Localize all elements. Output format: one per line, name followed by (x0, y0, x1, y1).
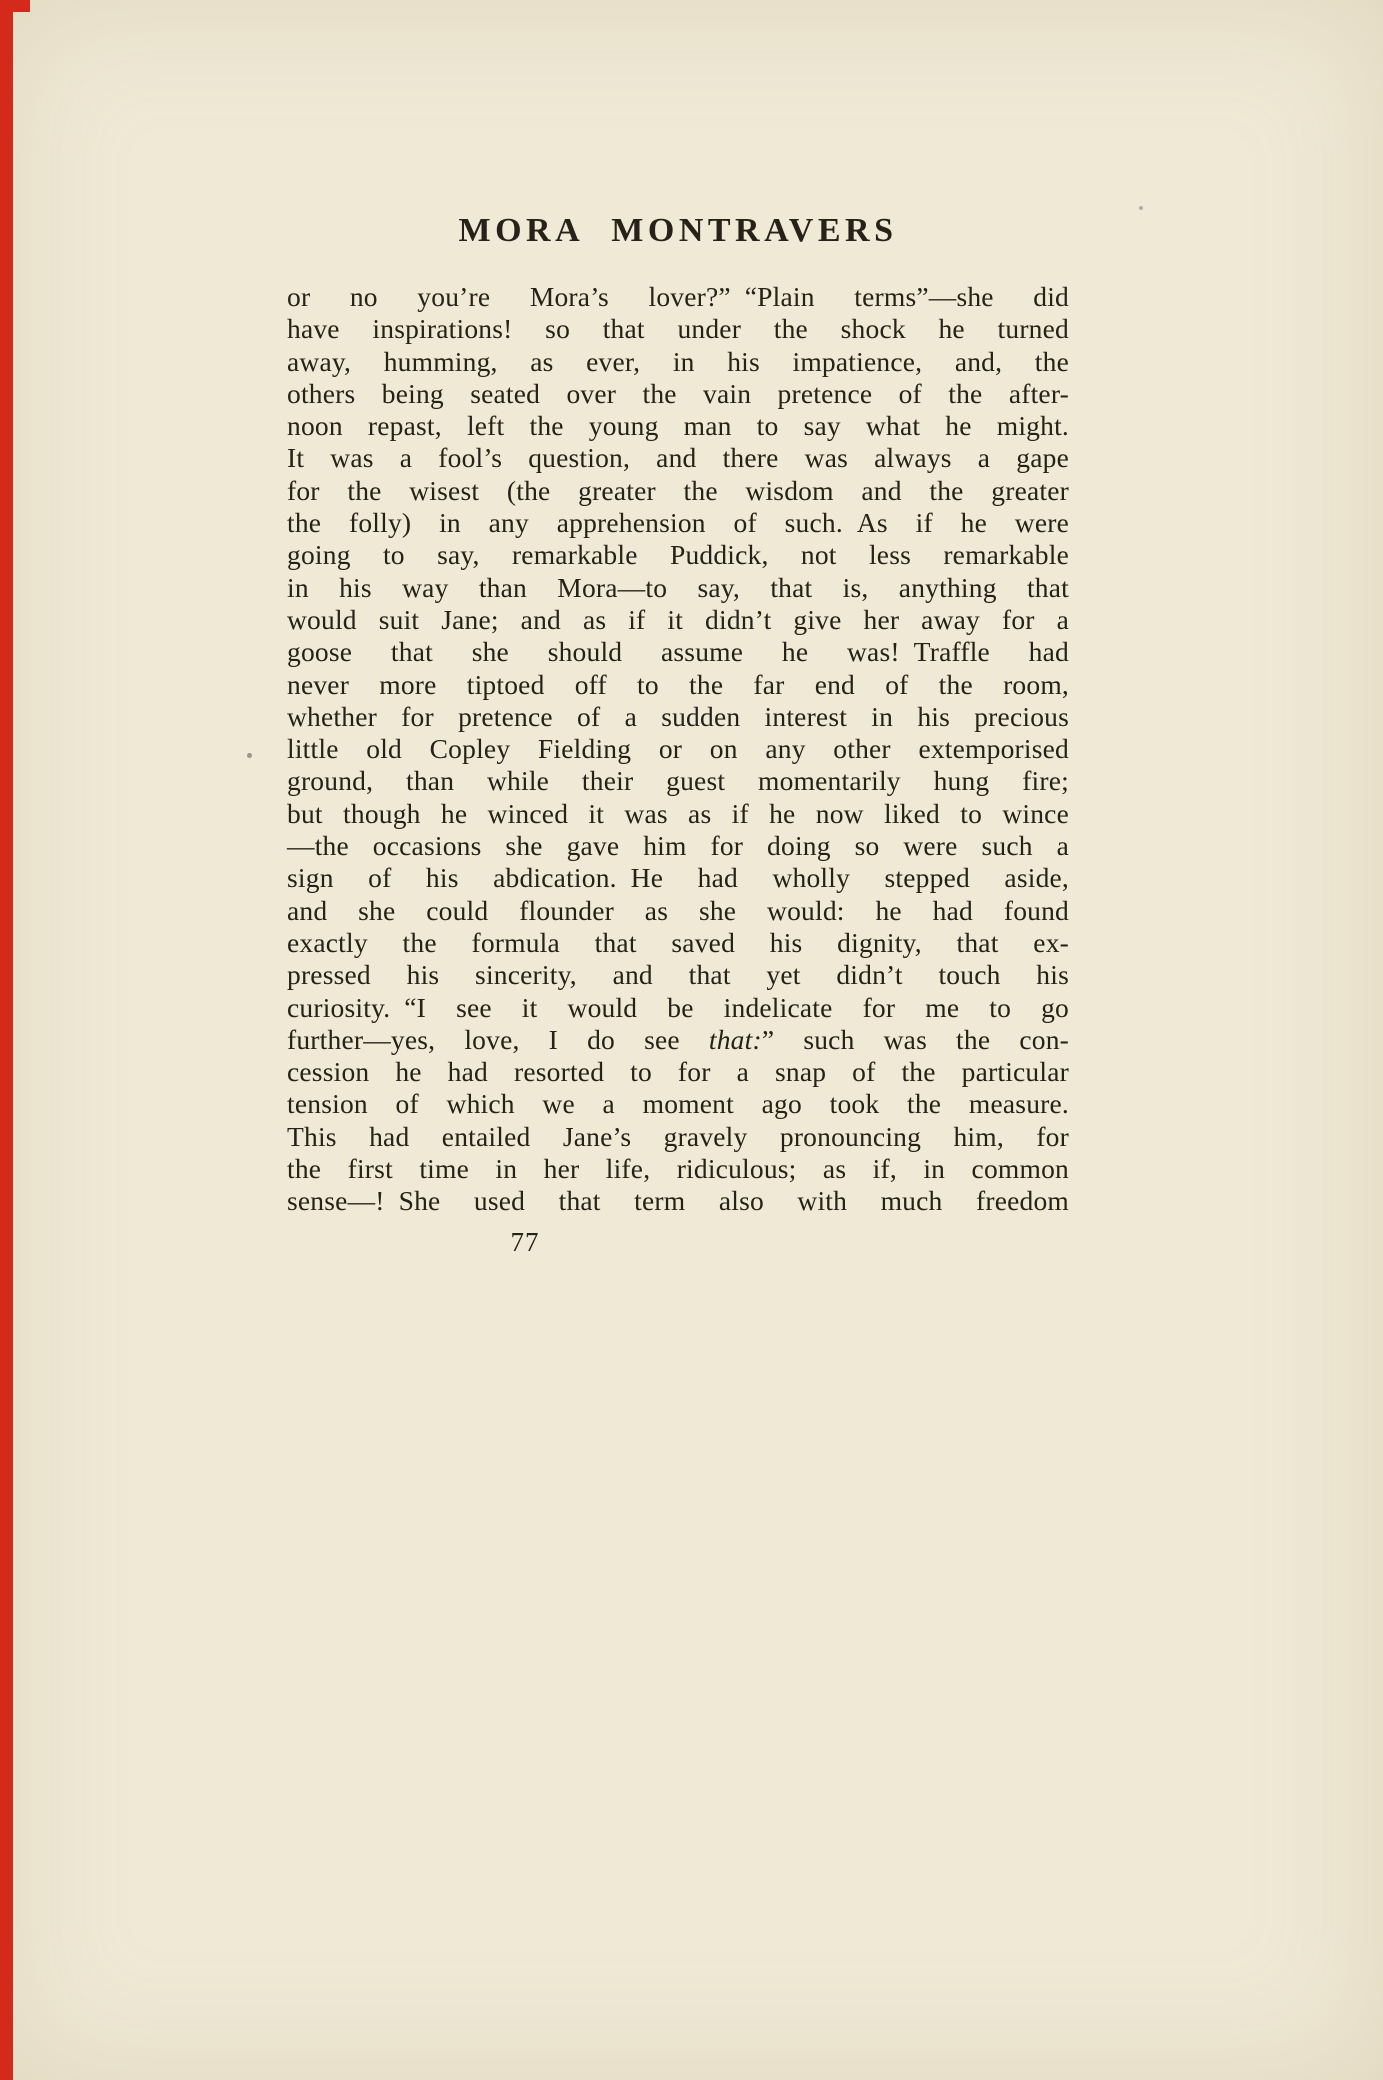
text-line: sign of his abdication. He had wholly stepped aside, (287, 862, 1069, 894)
text-line: for the wisest (the greater the wisdom and the greater (287, 474, 1069, 506)
body-text (287, 281, 1069, 1218)
page-title: MORA MONTRAVERS (458, 212, 898, 249)
text-line: never more tiptoed off to the far end of the room, (287, 668, 1069, 700)
text-line: curiosity. “I see it would be indelicate for me to go (287, 991, 1069, 1023)
scan-artifact-dot (247, 753, 252, 758)
text-line: ground, than while their guest momentarily hung fire; (287, 765, 1069, 797)
text-line: the first time in her life, ridiculous; as if, in common (287, 1153, 1069, 1185)
text-line: tension of which we a moment ago took the measure. (287, 1088, 1069, 1120)
text-line: or no you’re Mora’s lover?” “Plain terms”—she did (287, 281, 1069, 312)
text-line: noon repast, left the young man to say what he might. (287, 410, 1069, 442)
left-edge-red-strip (0, 0, 13, 2080)
text-line: going to say, remarkable Puddick, not less remarkable (287, 539, 1069, 571)
text-line: This had entailed Jane’s gravely pronouncing him, for (287, 1120, 1069, 1152)
text-line: have inspirations! so that under the shock he turned (287, 313, 1069, 345)
text-line: others being seated over the vain pretence of the after- (287, 377, 1069, 409)
top-left-red-corner (0, 0, 30, 12)
text-line: the folly) in any apprehension of such. As if he were (287, 507, 1069, 539)
text-line: little old Copley Fielding or on any other extemporised (287, 733, 1069, 765)
text-line: would suit Jane; and as if it didn’t give her away for a (287, 603, 1069, 635)
text-line: It was a fool’s question, and there was always a gape (287, 442, 1069, 474)
text-line: away, humming, as ever, in his impatience, and, the (287, 345, 1069, 377)
text-line: and she could flounder as she would: he had found (287, 894, 1069, 926)
page-number: 77 (510, 1227, 540, 1257)
text-line: —the occasions she gave him for doing so were such a (287, 830, 1069, 862)
scan-artifact-dot (1139, 206, 1143, 210)
text-line: further—yes, love, I do see that:” such was the con- (287, 1023, 1070, 1055)
text-line: exactly the formula that saved his dignity, that ex- (287, 926, 1069, 958)
text-line: goose that she should assume he was! Traffle had (287, 636, 1069, 668)
text-line: cession he had resorted to for a snap of the particular (287, 1056, 1069, 1088)
text-line: whether for pretence of a sudden interest in his precious (287, 700, 1069, 732)
text-line: but though he winced it was as if he now liked to wince (287, 797, 1069, 829)
text-line: pressed his sincerity, and that yet didn’t touch his (287, 959, 1069, 991)
text-line: sense—! She used that term also with much freedom (287, 1185, 1069, 1217)
text-line: in his way than Mora—to say, that is, anything that (287, 571, 1069, 603)
